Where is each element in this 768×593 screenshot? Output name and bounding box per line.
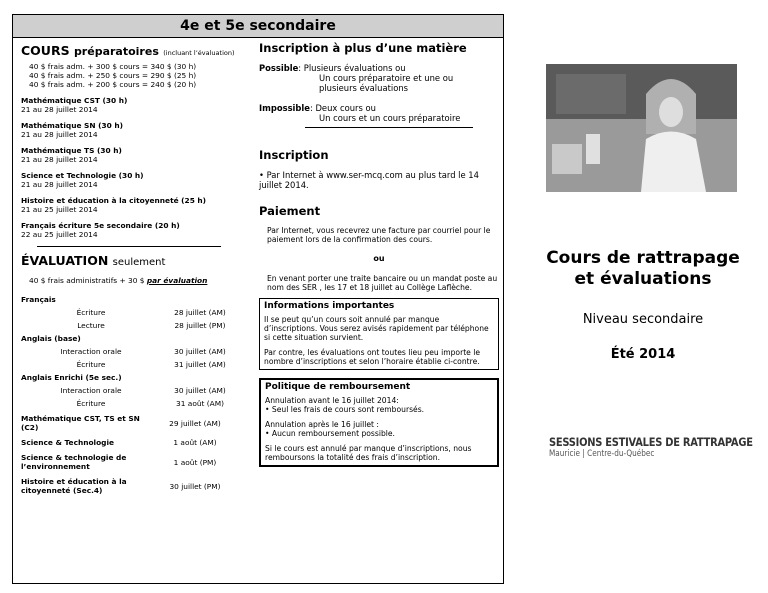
exam-date: 30 juillet (AM) (174, 386, 226, 395)
schedule-row (21, 438, 239, 447)
exam-date: 28 juillet (PM) (174, 321, 226, 330)
exam-date: 30 juillet (AM) (174, 347, 226, 356)
info-title: Informations importantes (264, 301, 395, 311)
exam-date: 29 juillet (AM) (169, 418, 221, 428)
schedule-row (21, 453, 239, 471)
inscription-text: • Par Internet à www.ser-mcq.com au plus tard le 14 juillet 2014. (259, 170, 479, 190)
course-name: Science et Technologie (30 h) (21, 171, 144, 180)
logo-line: Mauricie | Centre-du-Québec (549, 449, 655, 459)
evaluation-fee (29, 276, 239, 285)
impossible-label: Impossible (259, 103, 310, 113)
paiement-text: En venant porter une traite bancaire ou un mandat poste au nom des SER , les 17 et 18 juillet au Collège Laflèche. (267, 274, 498, 292)
exam-date: 28 juillet (AM) (174, 308, 226, 317)
inscription-heading: Inscription (259, 148, 329, 162)
course-name: Mathématique CST (30 h) (21, 96, 128, 105)
price-line: 40 $ frais adm. + 250 $ cours = 290 $ (25 h) (29, 71, 197, 80)
schedule-row (21, 399, 239, 408)
course-item (21, 196, 239, 214)
possible-text: Un cours préparatoire et une ou (319, 73, 454, 83)
exam-name: Écriture (76, 308, 106, 317)
info-text: Par contre, les évaluations ont toutes lieu peu importe le nombre d’inscriptions et selon l’horaire établie ci-contre. (264, 348, 481, 366)
exam-name: Lecture (77, 321, 105, 330)
cover-level: Niveau secondaire (582, 312, 704, 327)
possible-block (259, 63, 499, 93)
exam-name: Science & Technologie (21, 438, 114, 447)
refund-text: Si le cours est annulé par manque d’inscriptions, nous remboursons la totalité des frais d’inscription. (265, 444, 472, 462)
refund-text: Seul les frais de cours sont remboursés. (271, 405, 425, 414)
refund-title: Politique de remboursement (265, 382, 411, 392)
cours-note: (incluant l’évaluation) (163, 49, 235, 57)
price-list (29, 62, 239, 89)
course-item (21, 171, 239, 189)
exam-date: 30 juillet (PM) (169, 481, 221, 491)
group-anglais-base: Anglais (base) (21, 334, 81, 343)
schedule-row (21, 321, 239, 330)
cours-heading (21, 43, 239, 58)
impossible-text: Un cours et un cours préparatoire (319, 113, 461, 123)
possible-text: : Plusieurs évaluations ou (298, 63, 406, 73)
cover-title (528, 248, 758, 290)
course-item (21, 221, 239, 239)
schedule-row (21, 360, 239, 369)
cours-subtitle: préparatoires (73, 45, 159, 58)
exam-date: 31 juillet (AM) (174, 360, 226, 369)
cover-title-line: Cours de rattrapage (546, 248, 740, 268)
exam-name: Interaction orale (60, 386, 122, 395)
info-text: Il se peut qu’un cours soit annulé par manque d’inscriptions. Vous serez avisés rapidement par téléphone si cette situation survient. (264, 315, 489, 342)
cover-season: Été 2014 (610, 347, 676, 362)
logo-line: SESSIONS ESTIVALES DE RATTRAPAGE (549, 435, 753, 449)
group-anglais-enrichi: Anglais Enrichi (5e sec.) (21, 373, 122, 382)
course-name: Mathématique SN (30 h) (21, 121, 123, 130)
schedule-row (21, 386, 239, 395)
possible-text: plusieurs évaluations (319, 83, 408, 93)
course-name: Histoire et éducation à la citoyenneté (25 h) (21, 196, 207, 205)
classroom-photo-art (546, 64, 737, 192)
schedule-row (21, 347, 239, 356)
impossible-text: : Deux cours ou (309, 103, 376, 113)
exam-date: 1 août (AM) (173, 438, 217, 447)
divider (305, 127, 473, 128)
course-item (21, 146, 239, 164)
refund-text: Annulation avant le 16 juillet 2014: (265, 396, 399, 405)
course-name: Français écriture 5e secondaire (20 h) (21, 221, 180, 230)
group-francais: Français (21, 295, 56, 304)
schedule-row (21, 308, 239, 317)
refund-text: Annulation après le 16 juillet : (265, 420, 379, 429)
course-dates: 21 au 25 juillet 2014 (21, 205, 98, 214)
paiement-text: Par Internet, vous recevrez une facture par courriel pour le paiement lors de la confirmation des cours. (267, 226, 491, 244)
exam-date: 31 août (AM) (176, 399, 224, 408)
refund-text: Aucun remboursement possible. (271, 429, 395, 438)
level-banner (13, 15, 503, 38)
paiement-heading: Paiement (259, 204, 321, 218)
ser-logo (549, 435, 753, 459)
evaluation-fee-emphasis: par évaluation (146, 276, 208, 285)
paiement-or: ou (373, 254, 385, 263)
course-dates: 21 au 28 juillet 2014 (21, 130, 98, 139)
cours-title: COURS (21, 43, 70, 58)
course-dates: 21 au 28 juillet 2014 (21, 105, 98, 114)
evaluation-title: ÉVALUATION (21, 253, 109, 268)
price-line: 40 $ frais adm. + 300 $ cours = 340 $ (30 h) (29, 62, 197, 71)
left-column (21, 41, 239, 501)
evaluation-heading (21, 253, 239, 268)
course-dates: 21 au 28 juillet 2014 (21, 180, 98, 189)
exam-name: Science & technologie de l’environnement (21, 453, 127, 471)
evaluation-fee-text: 40 $ frais administratifs + 30 $ (29, 276, 145, 285)
course-item (21, 96, 239, 114)
schedule-row (21, 414, 239, 432)
cover-title-line: et évaluations (574, 269, 712, 289)
possible-label: Possible (259, 63, 299, 73)
exam-name: Interaction orale (60, 347, 122, 356)
course-name: Mathématique TS (30 h) (21, 146, 122, 155)
brochure-inside-panel (12, 14, 504, 584)
exam-name: Écriture (76, 360, 106, 369)
exam-name: Mathématique CST, TS et SN (C2) (21, 414, 140, 432)
evaluation-subtitle: seulement (112, 257, 166, 268)
course-item (21, 121, 239, 139)
info-box (259, 298, 499, 370)
exam-name: Écriture (76, 399, 106, 408)
impossible-block (259, 103, 499, 123)
divider (37, 246, 221, 247)
refund-box: Politique de remboursement Annulation avant le 16 juillet 2014: • Seul les frais de cours sont remboursés. Annulation après le 16 juillet : • Aucun remboursement possible. Si le cours est annulé par manque d’inscriptions, nous remboursons la totalité des frais d’inscription. (259, 378, 499, 467)
schedule-row (21, 477, 239, 495)
price-line: 40 $ frais adm. + 200 $ cours = 240 $ (20 h) (29, 80, 197, 89)
course-dates: 22 au 25 juillet 2014 (21, 230, 98, 239)
level-banner-text: 4e et 5e secondaire (180, 18, 336, 34)
classroom-photo (546, 64, 737, 192)
course-dates: 21 au 28 juillet 2014 (21, 155, 98, 164)
exam-name: Histoire et éducation à la citoyenneté (Sec.4) (21, 477, 127, 495)
right-column (259, 41, 499, 467)
exam-date: 1 août (PM) (173, 457, 217, 467)
multi-subject-heading: Inscription à plus d’une matière (259, 41, 467, 55)
